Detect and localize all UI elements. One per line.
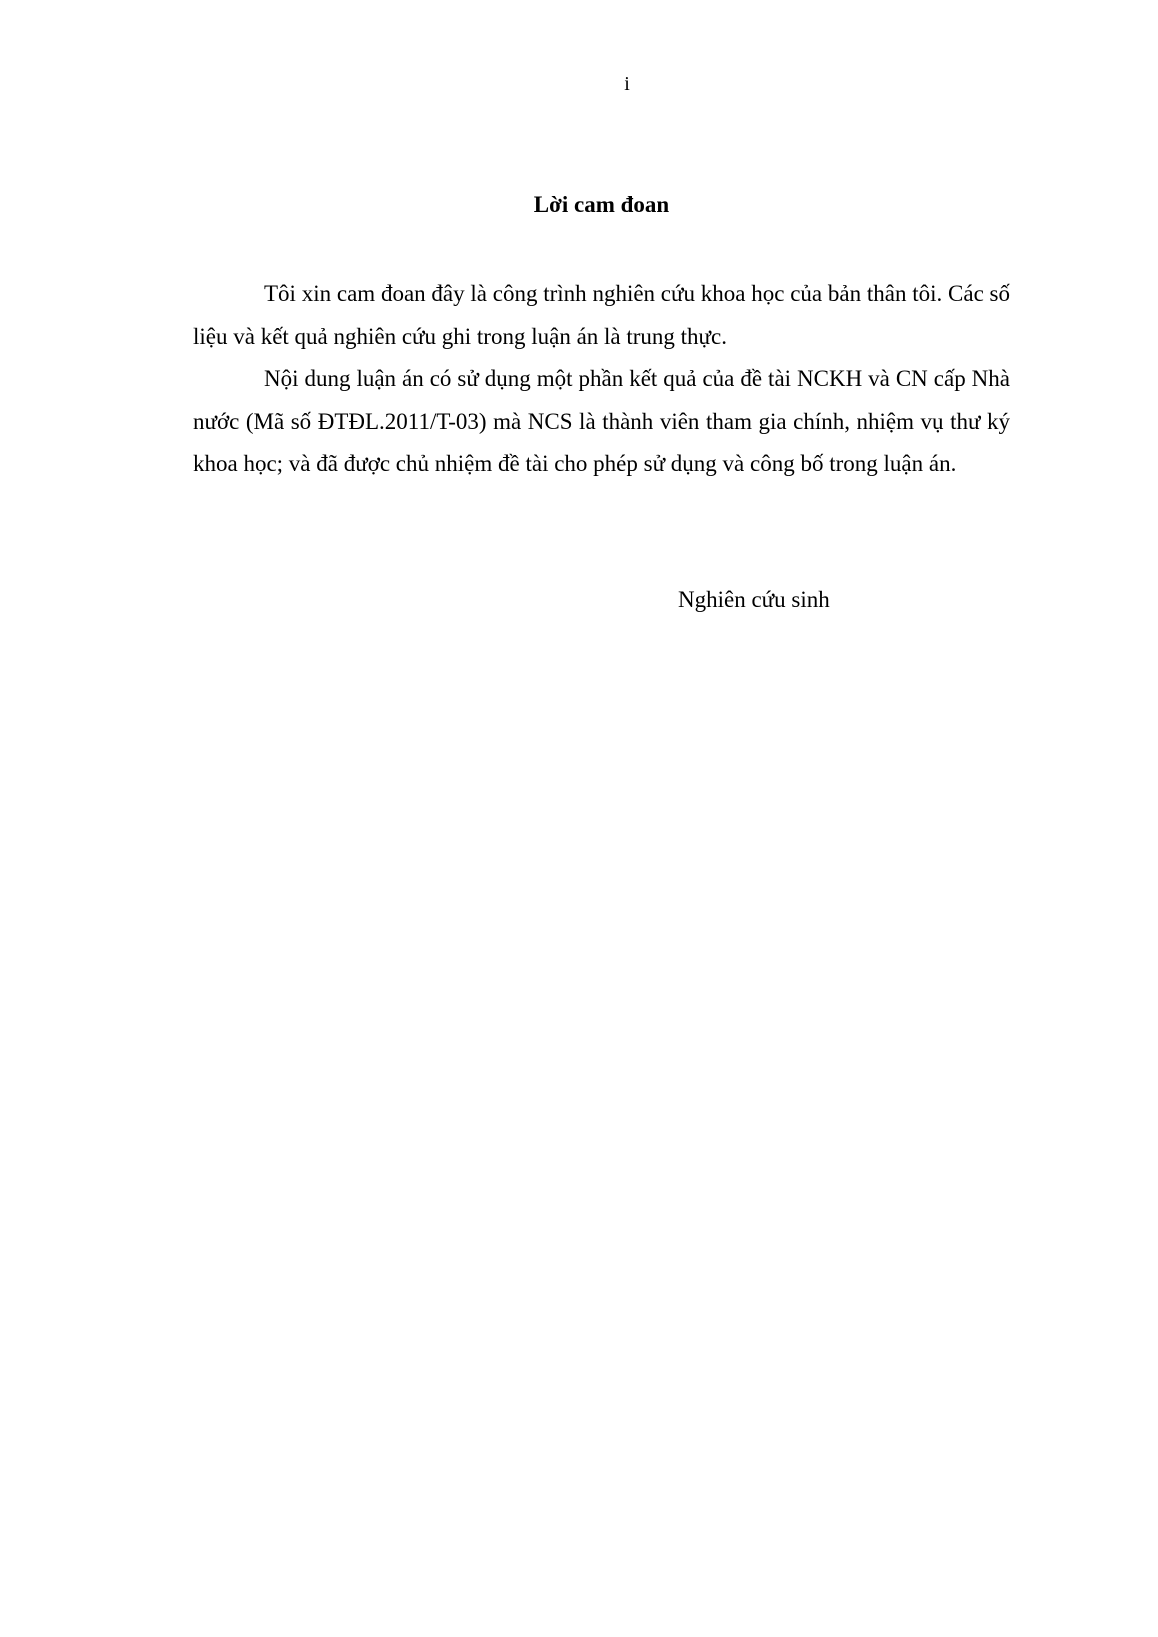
paragraph-1: Tôi xin cam đoan đây là công trình nghiên cứu khoa học của bản thân tôi. Các số liệu và kết quả nghiên cứu ghi trong luận án là trung thực. <box>193 281 1010 349</box>
signature-label: Nghiên cứu sinh <box>678 587 830 612</box>
declaration-body <box>193 273 1010 486</box>
paragraph-2: Nội dung luận án có sử dụng một phần kết quả của đề tài NCKH và CN cấp Nhà nước (Mã số ĐTĐL.2011/T-03) mà NCS là thành viên tham gia chính, nhiệm vụ thư ký khoa học; và đã được chủ nhiệm đề tài cho phép sử dụng và công bố trong luận án. <box>193 366 1010 476</box>
page-number: i <box>624 73 630 95</box>
page-title: Lời cam đoan <box>533 192 670 217</box>
